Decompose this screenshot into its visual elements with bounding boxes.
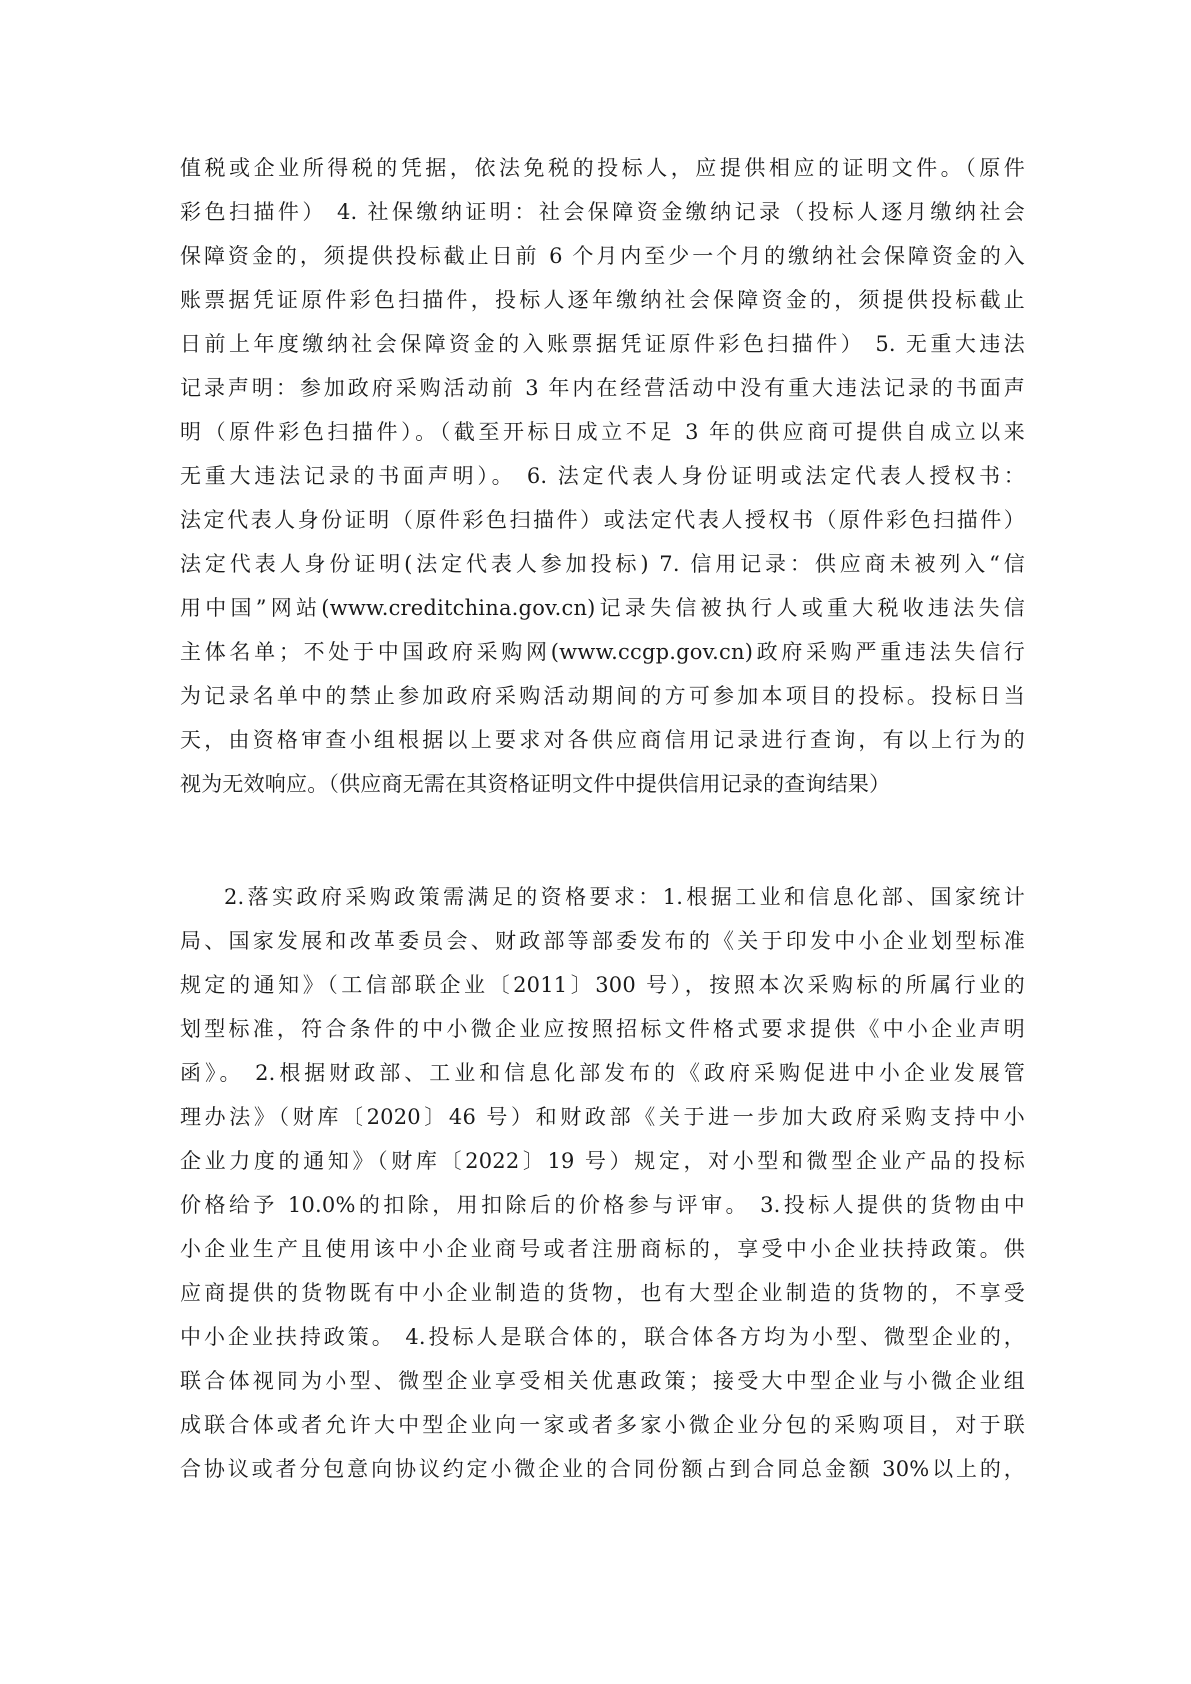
text-line: 明（原件彩色扫描件）。（截至开标日成立不足 3 年的供应商可提供自成立以来 xyxy=(180,420,1025,444)
text-line: 主体名单；不处于中国政府采购网(www.ccgp.gov.cn)政府采购严重违法失信行 xyxy=(180,640,1025,664)
text-line: 值税或企业所得税的凭据，依法免税的投标人，应提供相应的证明文件。（原件 xyxy=(180,156,1025,180)
text-line: 函》。 2.根据财政部、工业和信息化部发布的《政府采购促进中小企业发展管 xyxy=(180,1061,1025,1085)
text-line: 划型标准，符合条件的中小微企业应按照招标文件格式要求提供《中小企业声明 xyxy=(180,1017,1025,1041)
text-line: 2.落实政府采购政策需满足的资格要求：1.根据工业和信息化部、国家统计 xyxy=(224,885,1025,909)
text-line: 小企业生产且使用该中小企业商号或者注册商标的，享受中小企业扶持政策。供 xyxy=(180,1237,1025,1261)
text-line: 联合体视同为小型、微型企业享受相关优惠政策；接受大中型企业与小微企业组 xyxy=(180,1369,1025,1393)
text-line: 合协议或者分包意向协议约定小微企业的合同份额占到合同总金额 30%以上的， xyxy=(180,1457,1025,1481)
text-line: 成联合体或者允许大中型企业向一家或者多家小微企业分包的采购项目，对于联 xyxy=(180,1413,1025,1437)
text-line: 天，由资格审查小组根据以上要求对各供应商信用记录进行查询，有以上行为的 xyxy=(180,728,1025,752)
text-line: 规定的通知》（工信部联企业〔2011〕300 号），按照本次采购标的所属行业的 xyxy=(180,973,1025,997)
text-line: 中小企业扶持政策。 4.投标人是联合体的，联合体各方均为小型、微型企业的， xyxy=(180,1325,1025,1349)
text-line: 用中国”网站(www.creditchina.gov.cn)记录失信被执行人或重大税收违法失信 xyxy=(180,596,1025,620)
text-line: 局、国家发展和改革委员会、财政部等部委发布的《关于印发中小企业划型标准 xyxy=(180,929,1025,953)
text-line: 账票据凭证原件彩色扫描件，投标人逐年缴纳社会保障资金的，须提供投标截止 xyxy=(180,288,1025,312)
text-line: 记录声明：参加政府采购活动前 3 年内在经营活动中没有重大违法记录的书面声 xyxy=(180,376,1025,400)
qualification-requirements-paragraph xyxy=(180,146,1025,806)
text-line: 应商提供的货物既有中小企业制造的货物，也有大型企业制造的货物的，不享受 xyxy=(180,1281,1025,1305)
text-line: 法定代表人身份证明(法定代表人参加投标) 7. 信用记录：供应商未被列入“信 xyxy=(180,552,1025,576)
text-line: 为记录名单中的禁止参加政府采购活动期间的方可参加本项目的投标。投标日当 xyxy=(180,684,1025,708)
text-line: 保障资金的，须提供投标截止日前 6 个月内至少一个月的缴纳社会保障资金的入 xyxy=(180,244,1025,268)
text-line: 企业力度的通知》（财库〔2022〕19 号）规定，对小型和微型企业产品的投标 xyxy=(180,1149,1025,1173)
procurement-policy-requirements-paragraph xyxy=(180,875,1025,1491)
text-line: 价格给予 10.0%的扣除，用扣除后的价格参与评审。 3.投标人提供的货物由中 xyxy=(180,1193,1025,1217)
text-line: 法定代表人身份证明（原件彩色扫描件）或法定代表人授权书（原件彩色扫描件） xyxy=(180,508,1025,532)
text-line: 视为无效响应。（供应商无需在其资格证明文件中提供信用记录的查询结果） xyxy=(180,772,891,796)
text-line: 日前上年度缴纳社会保障资金的入账票据凭证原件彩色扫描件） 5. 无重大违法 xyxy=(180,332,1025,356)
text-line: 无重大违法记录的书面声明）。 6. 法定代表人身份证明或法定代表人授权书： xyxy=(180,464,1025,488)
text-line: 彩色扫描件） 4. 社保缴纳证明：社会保障资金缴纳记录（投标人逐月缴纳社会 xyxy=(180,200,1025,224)
text-line: 理办法》（财库〔2020〕46 号）和财政部《关于进一步加大政府采购支持中小 xyxy=(180,1105,1025,1129)
